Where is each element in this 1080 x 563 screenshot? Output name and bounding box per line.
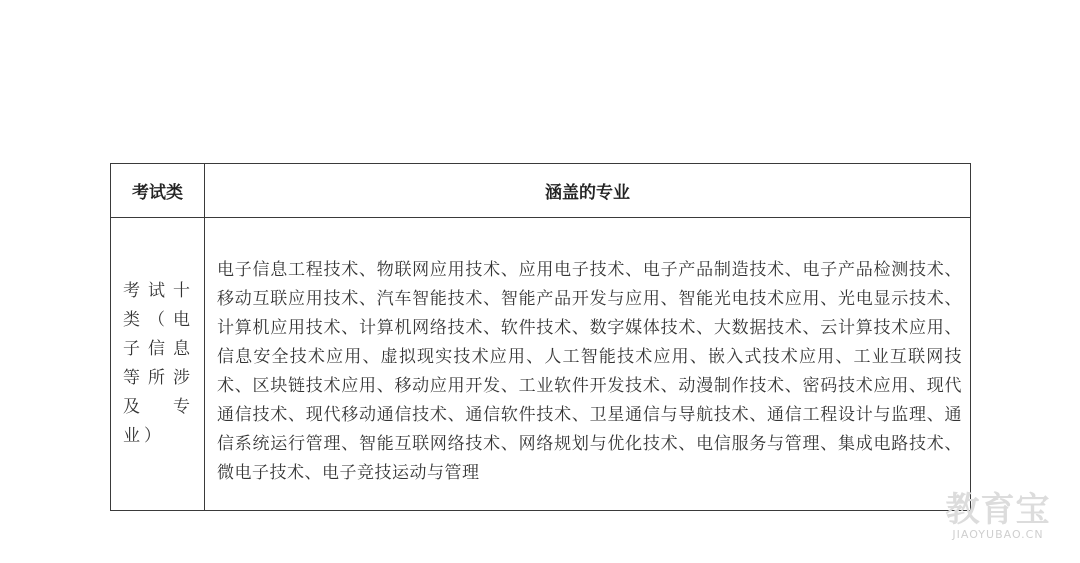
table-header-row [111, 164, 971, 218]
watermark-domain: JIAOYUBAO.CN [952, 528, 1044, 541]
header-covered-majors: 涵盖的专业 [205, 164, 971, 218]
majors-cell [205, 218, 971, 511]
category-text: 考试十类（电子信息等所涉及专业） [123, 281, 194, 446]
watermark-logo: 教育宝 [945, 490, 1051, 530]
majors-text: 电子信息工程技术、物联网应用技术、应用电子技术、电子产品制造技术、电子产品检测技术、移动互联应用技术、汽车智能技术、智能产品开发与应用、智能光电技术应用、光电显示技术、计算机应用技术、计算机网络技术、软件技术、数字媒体技术、大数据技术、云计算技术应用、信息安全技术应用、虚拟现实技术应用、人工智能技术应用、嵌入式技术应用、工业互联网技术、区块链技术应用、移动应用开发、工业软件开发技术、动漫制作技术、密码技术应用、现代通信技术、现代移动通信技术、通信软件技术、卫星通信与导航技术、通信工程设计与监理、通信系统运行管理、智能互联网络技术、网络规划与优化技术、电信服务与管理、集成电路技术、微电子技术、电子竞技运动与管理 [217, 260, 962, 483]
majors-table [110, 163, 971, 511]
category-cell [111, 218, 205, 511]
header-exam-category: 考试类 [111, 164, 205, 218]
table-row [111, 218, 971, 511]
